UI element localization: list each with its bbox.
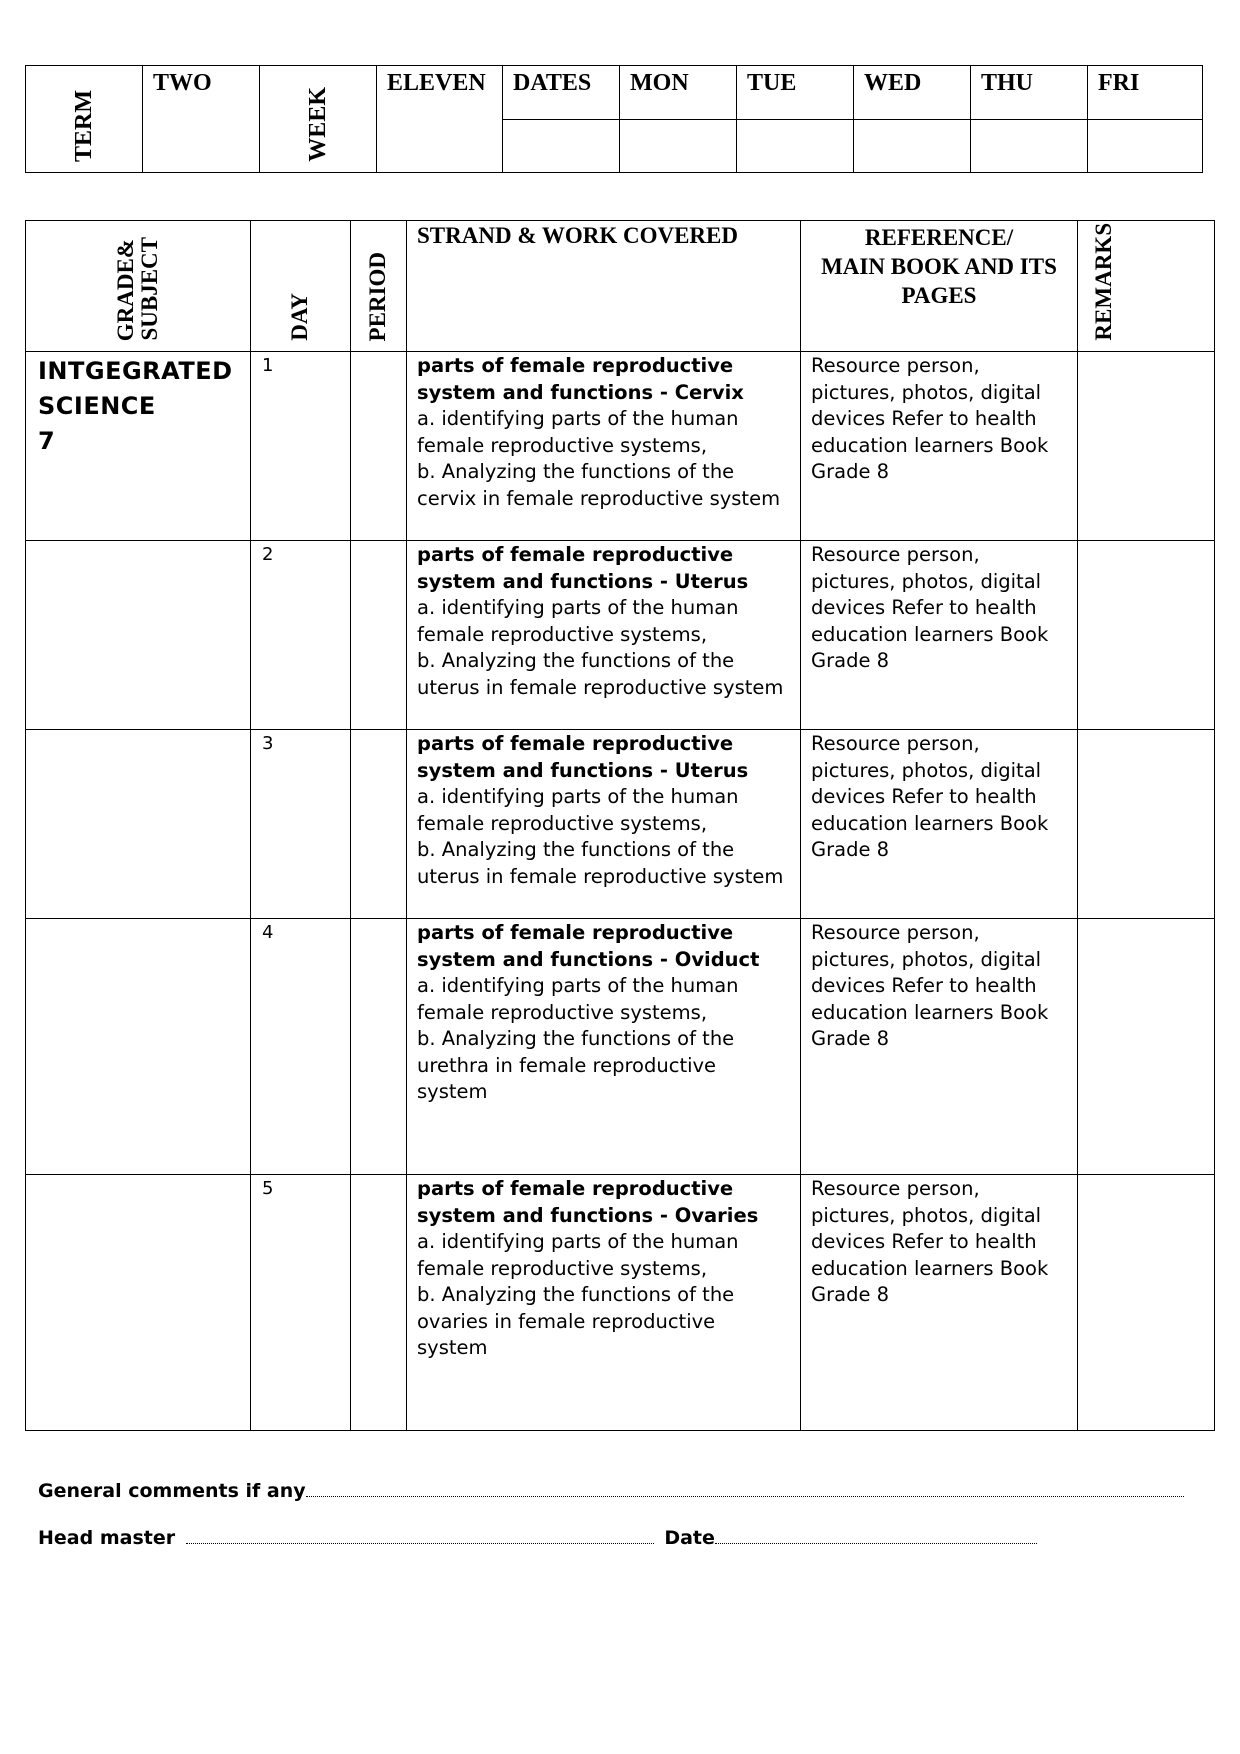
reference-line: Grade 8 [811, 1027, 890, 1050]
reference-line: pictures, photos, digital [811, 758, 1042, 782]
period-label: PERIOD [365, 251, 391, 341]
table-row [26, 352, 1215, 541]
work-line: a. identifying parts of the human [417, 1230, 739, 1253]
subject-cell [26, 730, 251, 919]
reference-line: Resource person, [811, 921, 980, 944]
reference-line-2: MAIN BOOK AND ITS [821, 254, 1057, 279]
reference-line: pictures, photos, digital [811, 947, 1042, 971]
day-header-wed [854, 66, 971, 120]
period-cell[interactable] [351, 1175, 407, 1431]
reference-line: education learners Book [811, 622, 1049, 646]
date-field[interactable] [715, 1529, 1037, 1544]
term-label: TERM [70, 90, 97, 162]
date-cell-tue[interactable] [737, 119, 854, 173]
reference-line: pictures, photos, digital [811, 380, 1042, 404]
day-cell: 3 [251, 730, 351, 919]
work-line: a. identifying parts of the human [417, 407, 739, 430]
reference-line: Grade 8 [811, 460, 890, 483]
table-row [26, 541, 1215, 730]
reference-line: Resource person, [811, 543, 980, 566]
reference-line: devices Refer to health [811, 596, 1037, 619]
work-line: b. Analyzing the functions of the [417, 1283, 735, 1306]
day-wed: WED [864, 70, 922, 96]
table-row [26, 1175, 1215, 1431]
work-line: b. Analyzing the functions of the [417, 649, 735, 672]
work-line: urethra in female reproductive [417, 1053, 717, 1077]
work-cell [407, 730, 801, 919]
work-title: system and functions - Ovaries [417, 1203, 759, 1227]
work-line: b. Analyzing the functions of the [417, 1027, 735, 1050]
subject-cell [26, 1175, 251, 1431]
day-mon: MON [630, 70, 689, 96]
remarks-cell[interactable] [1078, 1175, 1215, 1431]
remarks-cell[interactable] [1078, 730, 1215, 919]
reference-line: Resource person, [811, 1177, 980, 1200]
week-label: WEEK [304, 87, 331, 162]
subject-label-wrap [138, 237, 162, 341]
day-header-mon [620, 66, 737, 120]
subject-line-3: 7 [38, 427, 56, 455]
grade-label: GRADE [112, 257, 138, 341]
work-line: b. Analyzing the functions of the [417, 838, 735, 861]
day-thu: THU [981, 70, 1034, 96]
header-period [351, 221, 407, 352]
subject-line-1: INTGEGRATED [38, 357, 233, 385]
grade-subject-label [114, 239, 138, 341]
period-cell[interactable] [351, 919, 407, 1175]
day-header-tue [737, 66, 854, 120]
reference-line-3: PAGES [901, 283, 977, 308]
work-cell [407, 352, 801, 541]
work-title: system and functions - Cervix [417, 380, 744, 404]
reference-line: education learners Book [811, 1256, 1049, 1280]
work-line: b. Analyzing the functions of the [417, 460, 735, 483]
work-title: parts of female reproductive [417, 354, 734, 377]
work-title: system and functions - Oviduct [417, 947, 760, 971]
general-comments-label: General comments if any [38, 1480, 306, 1502]
ampersand-label: & [112, 238, 138, 258]
strand-label: STRAND & WORK COVERED [417, 223, 738, 248]
work-title: parts of female reproductive [417, 1177, 734, 1200]
general-comments-line [38, 1480, 1184, 1502]
reference-line: devices Refer to health [811, 974, 1037, 997]
headmaster-label: Head master [38, 1527, 176, 1549]
signature-line [38, 1527, 1037, 1549]
remarks-line-1: REMARK [1091, 236, 1116, 341]
headmaster-field[interactable] [186, 1529, 654, 1544]
date-cell-fri[interactable] [1088, 119, 1203, 173]
work-line: uterus in female reproductive system [417, 675, 784, 699]
work-title: system and functions - Uterus [417, 758, 749, 782]
reference-cell [801, 919, 1078, 1175]
subject-cell [26, 919, 251, 1175]
subject-cell [26, 541, 251, 730]
term-value-cell [143, 66, 260, 173]
work-line: system [417, 1080, 488, 1103]
remarks-cell[interactable] [1078, 541, 1215, 730]
date-cell-wed[interactable] [854, 119, 971, 173]
work-line: a. identifying parts of the human [417, 785, 739, 808]
header-reference [801, 221, 1078, 352]
reference-line: devices Refer to health [811, 407, 1037, 430]
work-line: a. identifying parts of the human [417, 974, 739, 997]
reference-line: Grade 8 [811, 1283, 890, 1306]
reference-line: Grade 8 [811, 649, 890, 672]
general-comments-field[interactable] [306, 1482, 1184, 1497]
subject-cell [26, 352, 251, 541]
work-line: female reproductive systems, [417, 1000, 708, 1024]
reference-label [801, 221, 1077, 312]
reference-cell [801, 730, 1078, 919]
day-cell: 5 [251, 1175, 351, 1431]
reference-line: pictures, photos, digital [811, 569, 1042, 593]
day-label: DAY [287, 293, 313, 341]
date-cell-blank[interactable] [503, 119, 620, 173]
reference-line-1: REFERENCE/ [864, 225, 1014, 250]
table-row [26, 730, 1215, 919]
reference-cell [801, 541, 1078, 730]
reference-line: education learners Book [811, 1000, 1049, 1024]
header-grade-subject [26, 221, 251, 352]
day-fri: FRI [1098, 70, 1140, 96]
reference-cell [801, 352, 1078, 541]
day-cell: 1 [251, 352, 351, 541]
work-line: female reproductive systems, [417, 622, 708, 646]
reference-line: devices Refer to health [811, 1230, 1037, 1253]
work-line: system [417, 1336, 488, 1359]
date-cell-thu[interactable] [971, 119, 1088, 173]
work-title: parts of female reproductive [417, 732, 734, 755]
work-line: cervix in female reproductive system [417, 486, 781, 510]
work-line: ovaries in female reproductive [417, 1309, 716, 1333]
subject-label: SUBJECT [137, 237, 162, 341]
scheme-of-work-table [25, 220, 1215, 1431]
dates-label: DATES [513, 70, 592, 96]
term-value: TWO [153, 70, 212, 96]
work-title: parts of female reproductive [417, 921, 734, 944]
term-label-cell [26, 66, 143, 173]
week-value-cell [377, 66, 503, 173]
day-cell: 4 [251, 919, 351, 1175]
reference-line: Resource person, [811, 732, 980, 755]
date-cell-mon[interactable] [620, 119, 737, 173]
work-cell [407, 1175, 801, 1431]
week-label-cell [260, 66, 377, 173]
work-line: a. identifying parts of the human [417, 596, 739, 619]
date-label: Date [664, 1527, 715, 1549]
reference-cell [801, 1175, 1078, 1431]
remarks-label [1092, 223, 1116, 341]
remarks-cell[interactable] [1078, 352, 1215, 541]
period-cell[interactable] [351, 352, 407, 541]
header-remarks [1078, 221, 1215, 352]
week-value: ELEVEN [387, 70, 486, 96]
work-title: parts of female reproductive [417, 543, 734, 566]
reference-line: education learners Book [811, 433, 1049, 457]
reference-line: education learners Book [811, 811, 1049, 835]
work-title: system and functions - Uterus [417, 569, 749, 593]
day-header-fri [1088, 66, 1203, 120]
period-cell[interactable] [351, 541, 407, 730]
work-line: female reproductive systems, [417, 1256, 708, 1280]
reference-line: Resource person, [811, 354, 980, 377]
day-header-thu [971, 66, 1088, 120]
reference-line: pictures, photos, digital [811, 1203, 1042, 1227]
dates-label-cell [503, 66, 620, 120]
period-cell[interactable] [351, 730, 407, 919]
work-line: female reproductive systems, [417, 811, 708, 835]
day-cell: 2 [251, 541, 351, 730]
subject-line-2: SCIENCE [38, 392, 156, 420]
day-tue: TUE [747, 70, 797, 96]
work-line: female reproductive systems, [417, 433, 708, 457]
table-row [26, 919, 1215, 1175]
reference-line: Grade 8 [811, 838, 890, 861]
reference-line: devices Refer to health [811, 785, 1037, 808]
remarks-cell[interactable] [1078, 919, 1215, 1175]
term-week-table [25, 65, 1203, 173]
work-cell [407, 541, 801, 730]
header-day [251, 221, 351, 352]
work-line: uterus in female reproductive system [417, 864, 784, 888]
work-cell [407, 919, 801, 1175]
remarks-line-2: S [1091, 223, 1116, 237]
header-strand [407, 221, 801, 352]
